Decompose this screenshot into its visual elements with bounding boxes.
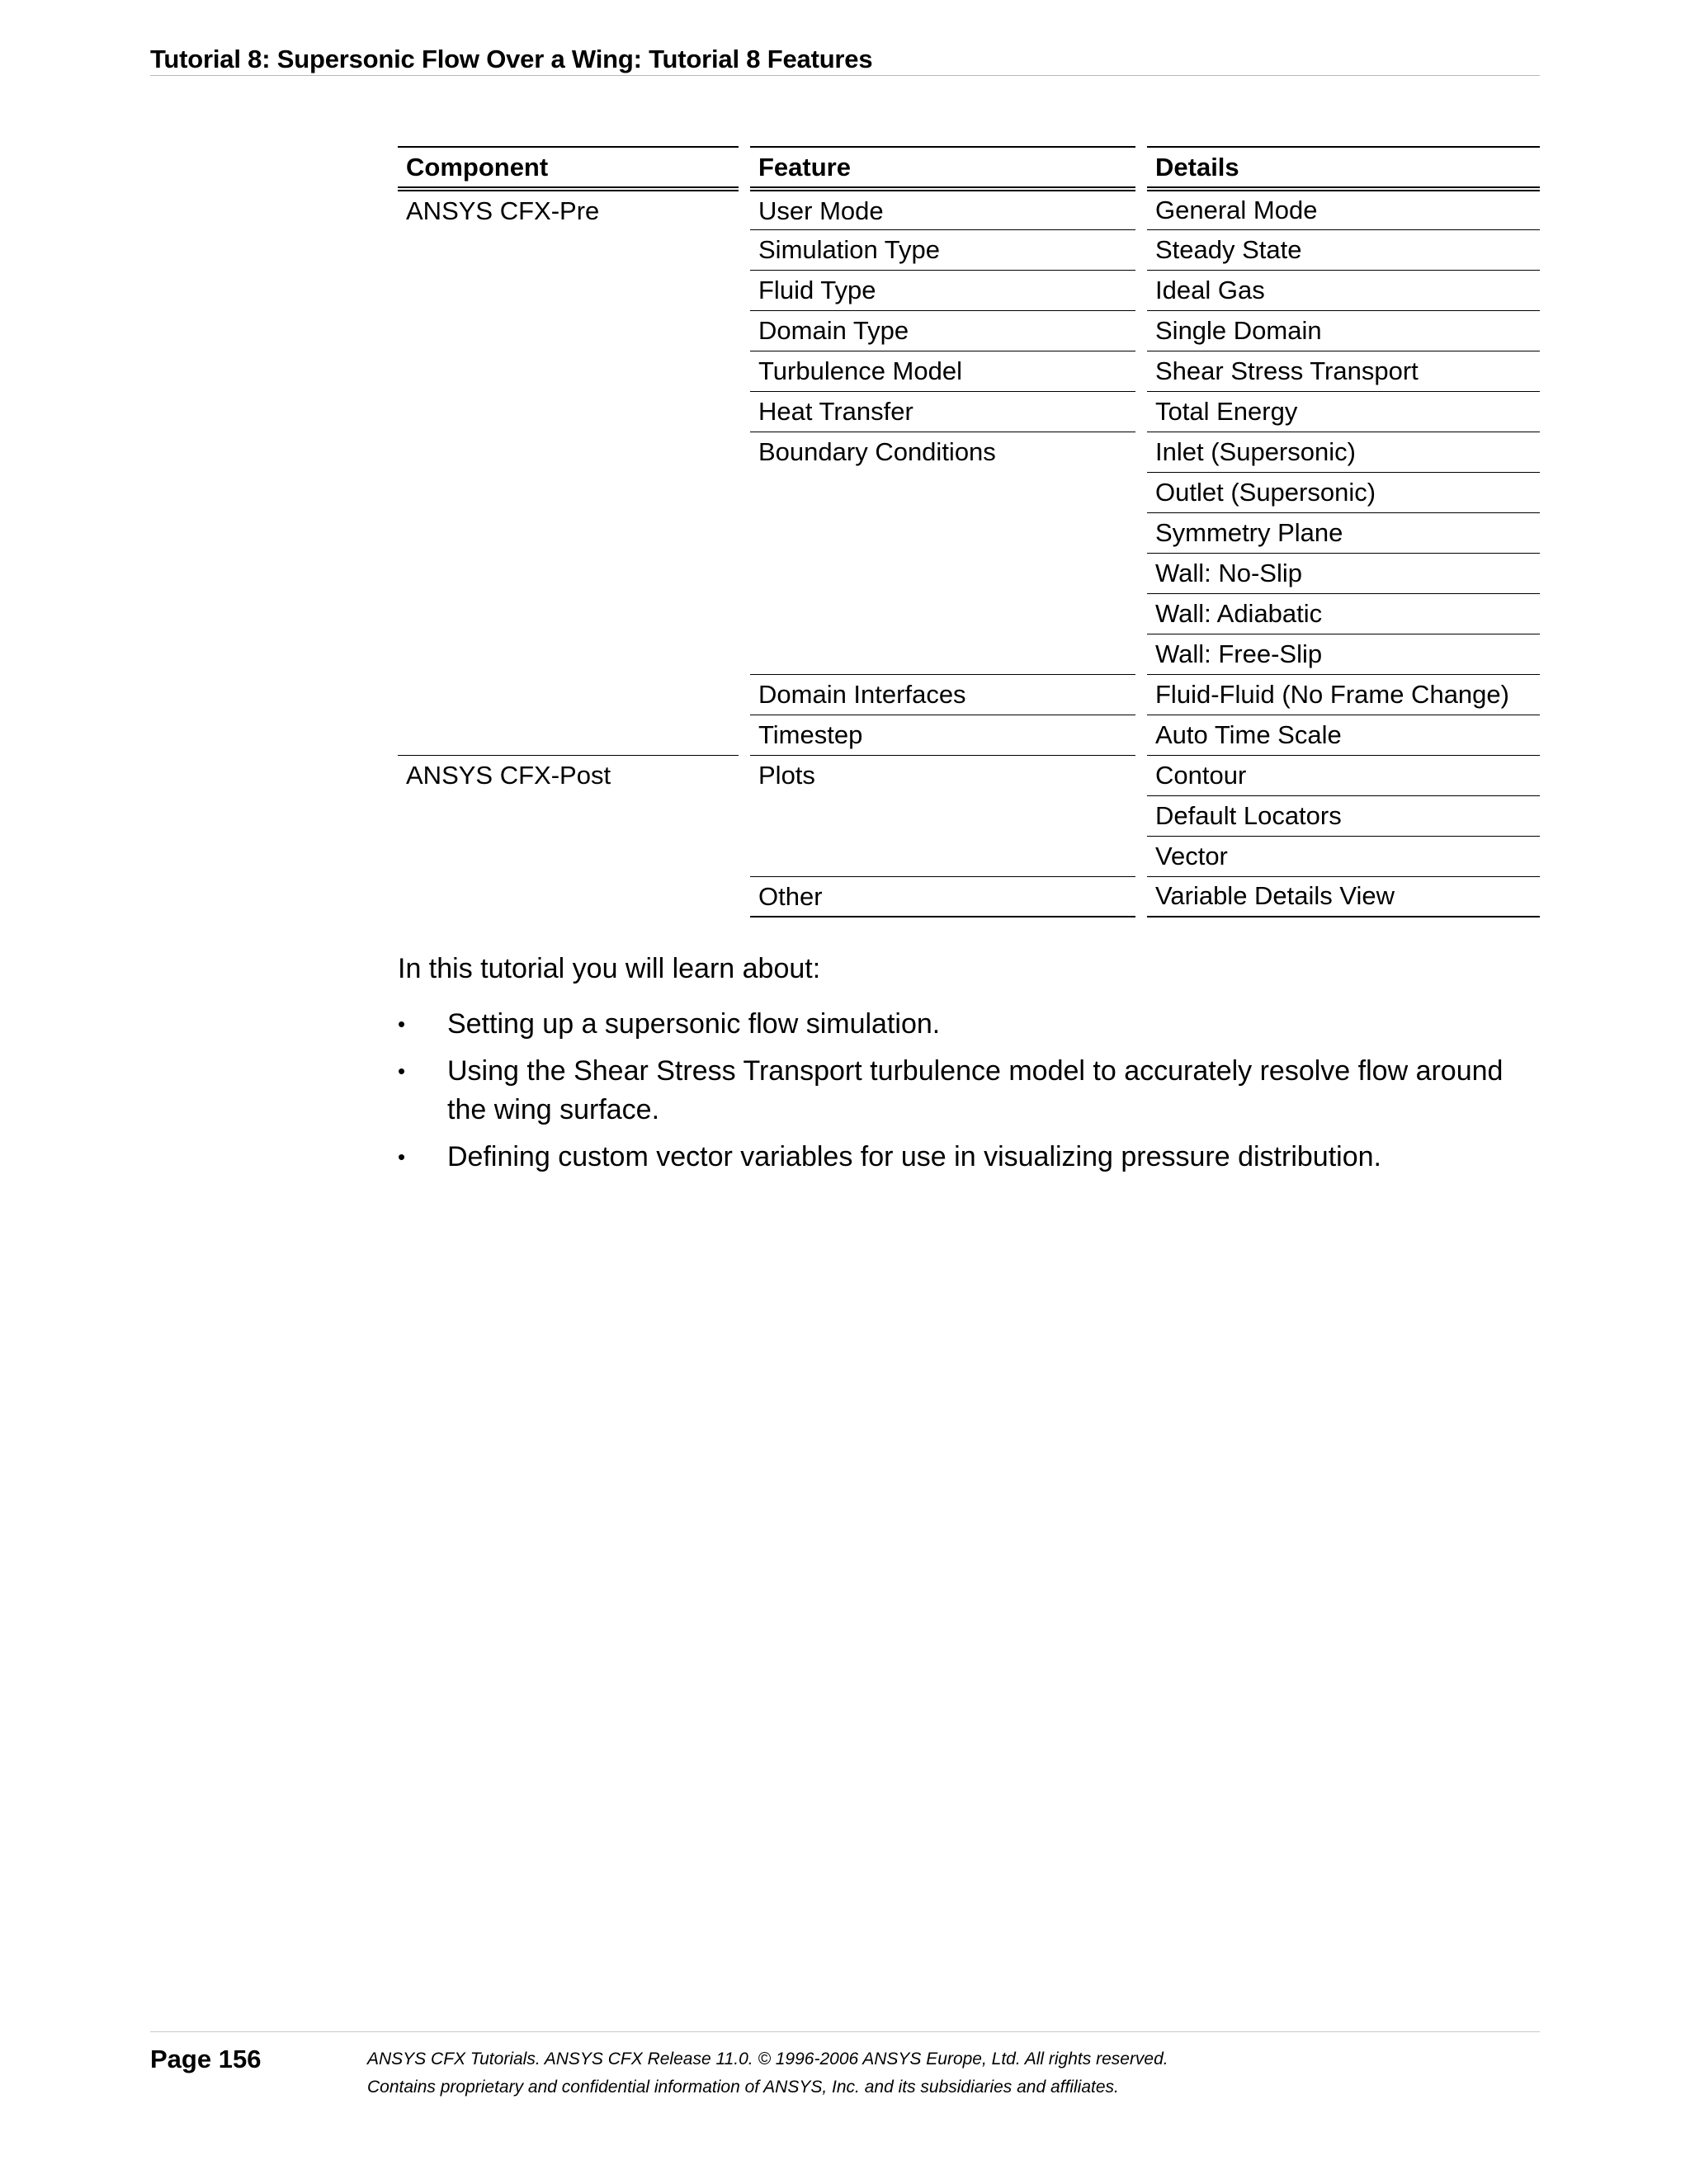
footer-copyright: ANSYS CFX Tutorials. ANSYS CFX Release 11.0. © 1996-2006 ANSYS Europe, Ltd. All rights reserved. [367,2050,1168,2068]
feature-cell: Simulation Type [744,229,1141,270]
list-item-text: Defining custom vector variables for use in visualizing pressure distribution. [447,1141,1381,1172]
feature-cell: Domain Type [744,310,1141,351]
bullet-icon: • [398,1059,406,1083]
list-item [398,1005,1540,1044]
details-cell: Shear Stress Transport [1141,351,1540,391]
details-cell: Single Domain [1141,310,1540,351]
feature-cell: Fluid Type [744,270,1141,310]
details-cell: Wall: Adiabatic [1141,593,1540,634]
details-cell: Auto Time Scale [1141,715,1540,755]
bullet-icon: • [398,1012,406,1036]
feature-cell: Turbulence Model [744,351,1141,391]
list-item [398,1138,1540,1177]
details-cell: Total Energy [1141,391,1540,432]
features-table [398,146,1540,917]
page-number: Page 156 [150,2045,262,2073]
details-cell: Outlet (Supersonic) [1141,472,1540,512]
details-cell: Inlet (Supersonic) [1141,432,1540,472]
table-row [398,755,1540,795]
details-cell: Fluid-Fluid (No Frame Change) [1141,674,1540,715]
footer-confidential: Contains proprietary and confidential information of ANSYS, Inc. and its subsidiaries and affiliates. [367,2078,1119,2097]
header-divider [150,75,1540,76]
table-row [398,189,1540,229]
list-item-text: Using the Shear Stress Transport turbulence model to accurately resolve flow around the wing surface. [447,1055,1504,1125]
feature-cell: Domain Interfaces [744,674,1141,715]
details-cell: Contour [1141,755,1540,795]
bullet-icon: • [398,1144,406,1169]
feature-cell: Other [744,876,1141,917]
details-cell: Default Locators [1141,795,1540,836]
column-header-feature: Feature [744,147,1141,189]
feature-cell: Plots [744,755,1141,876]
feature-cell: User Mode [744,189,1141,229]
column-header-details: Details [1141,147,1540,189]
column-header-component: Component [398,147,744,189]
details-cell: Wall: Free-Slip [1141,634,1540,674]
details-cell: Steady State [1141,229,1540,270]
page-header-title: Tutorial 8: Supersonic Flow Over a Wing: Tutorial 8 Features [150,45,873,73]
details-cell: Wall: No-Slip [1141,553,1540,593]
list-item-text: Setting up a supersonic flow simulation. [447,1008,941,1040]
list-item [398,1052,1540,1130]
component-cell: ANSYS CFX-Post [398,755,744,917]
details-cell: Ideal Gas [1141,270,1540,310]
table-header-row [398,147,1540,189]
component-cell: ANSYS CFX-Pre [406,196,600,225]
details-cell: Symmetry Plane [1141,512,1540,553]
feature-cell: Boundary Conditions [744,432,1141,674]
feature-cell: Timestep [744,715,1141,755]
details-cell: Variable Details View [1141,876,1540,917]
intro-text: In this tutorial you will learn about: [398,953,821,984]
details-cell: Vector [1141,836,1540,876]
footer-divider [150,2031,1540,2032]
learning-list [398,1005,1540,1185]
feature-cell: Heat Transfer [744,391,1141,432]
details-cell: General Mode [1141,189,1540,229]
